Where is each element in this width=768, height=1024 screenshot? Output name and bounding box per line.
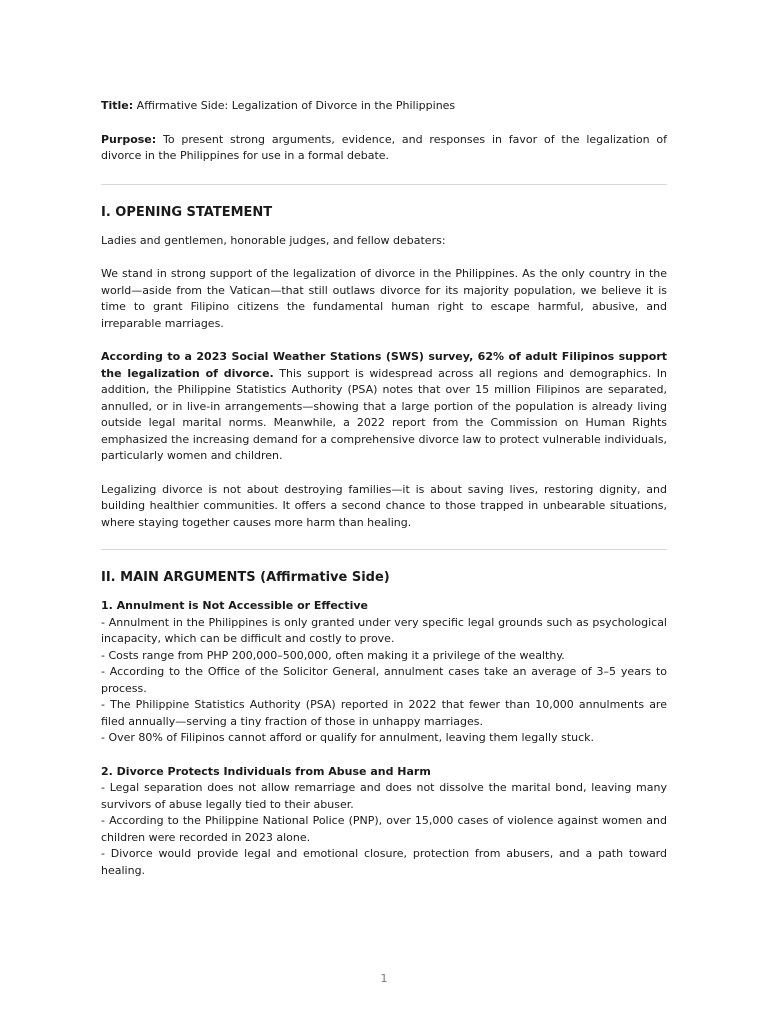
main-arguments-heading: II. MAIN ARGUMENTS (Affirmative Side) <box>101 570 390 585</box>
purpose-text: To present strong arguments, evidence, and responses in favor of the legalization of divorce in the Philippines for use in a formal debate. <box>101 132 667 162</box>
argument-point: - Annulment in the Philippines is only granted under very specific legal grounds such as psychological incapacity, which can be difficult and costly to prove. <box>101 615 667 645</box>
document-title <box>101 98 667 115</box>
opening-paragraph: We stand in strong support of the legalization of divorce in the Philippines. As the only country in the world—aside from the Vatican—that still outlaws divorce for its majority population, we believe it is time to grant Filipino citizens the fundamental human right to escape harmful, abusive, and irreparable marriages. <box>101 267 667 330</box>
argument-block <box>101 764 667 880</box>
opening-statement-heading: I. OPENING STATEMENT <box>101 204 273 220</box>
argument-heading: 2. Divorce Protects Individuals from Abuse and Harm <box>101 764 431 778</box>
page-number: 1 <box>380 972 388 985</box>
argument-point: - According to the Office of the Solicitor General, annulment cases take an average of 3–5 years to process. <box>101 665 667 695</box>
argument-point: - According to the Philippine National Police (PNP), over 15,000 cases of violence against women and children were recorded in 2023 alone. <box>101 814 667 844</box>
survey-highlight: According to a 2023 Social Weather Stations (SWS) survey, 62% of adult Filipinos support the legalization of divorce. <box>101 350 667 380</box>
argument-point: - Divorce would provide legal and emotional closure, protection from abusers, and a path toward healing. <box>101 847 667 877</box>
argument-block <box>101 598 667 747</box>
title-text: Affirmative Side: Legalization of Divorce in the Philippines <box>133 99 456 112</box>
document-purpose <box>101 132 667 165</box>
section-divider <box>101 549 667 550</box>
opening-paragraph <box>101 349 667 465</box>
argument-points <box>101 780 667 879</box>
argument-point: - Costs range from PHP 200,000–500,000, often making it a privilege of the wealthy. <box>101 648 565 662</box>
argument-point: - Over 80% of Filipinos cannot afford or qualify for annulment, leaving them legally stuck. <box>101 731 595 744</box>
opening-paragraph: Legalizing divorce is not about destroying families—it is about saving lives, restoring dignity, and building healthier communities. It offers a second chance to those trapped in unbearable situations, where staying together causes more harm than healing. <box>101 482 667 529</box>
opening-salutation: Ladies and gentlemen, honorable judges, and fellow debaters: <box>101 233 446 247</box>
argument-point: - The Philippine Statistics Authority (PSA) reported in 2022 that fewer than 10,000 annulments are filed annually—serving a tiny fraction of those in unhappy marriages. <box>101 698 667 728</box>
purpose-label: Purpose: <box>101 132 157 146</box>
section-divider <box>101 184 667 185</box>
title-label: Title: <box>101 99 134 112</box>
argument-heading: 1. Annulment is Not Accessible or Effective <box>101 599 368 612</box>
argument-point: - Legal separation does not allow remarriage and does not dissolve the marital bond, leaving many survivors of abuse legally tied to their abuser. <box>101 781 667 811</box>
argument-points <box>101 615 667 747</box>
document-page <box>101 98 667 879</box>
opening-paragraph-text: This support is widespread across all regions and demographics. In addition, the Philippine Statistics Authority (PSA) notes that over 15 million Filipinos are separated, annulled, or in live-in arrangements—showing that a large portion of the population is already living outside legal marital norms. Meanwhile, a 2022 report from the Commission on Human Rights emphasized the increasing demand for a comprehensive divorce law to protect vulnerable individuals, particularly women and children. <box>101 366 667 462</box>
